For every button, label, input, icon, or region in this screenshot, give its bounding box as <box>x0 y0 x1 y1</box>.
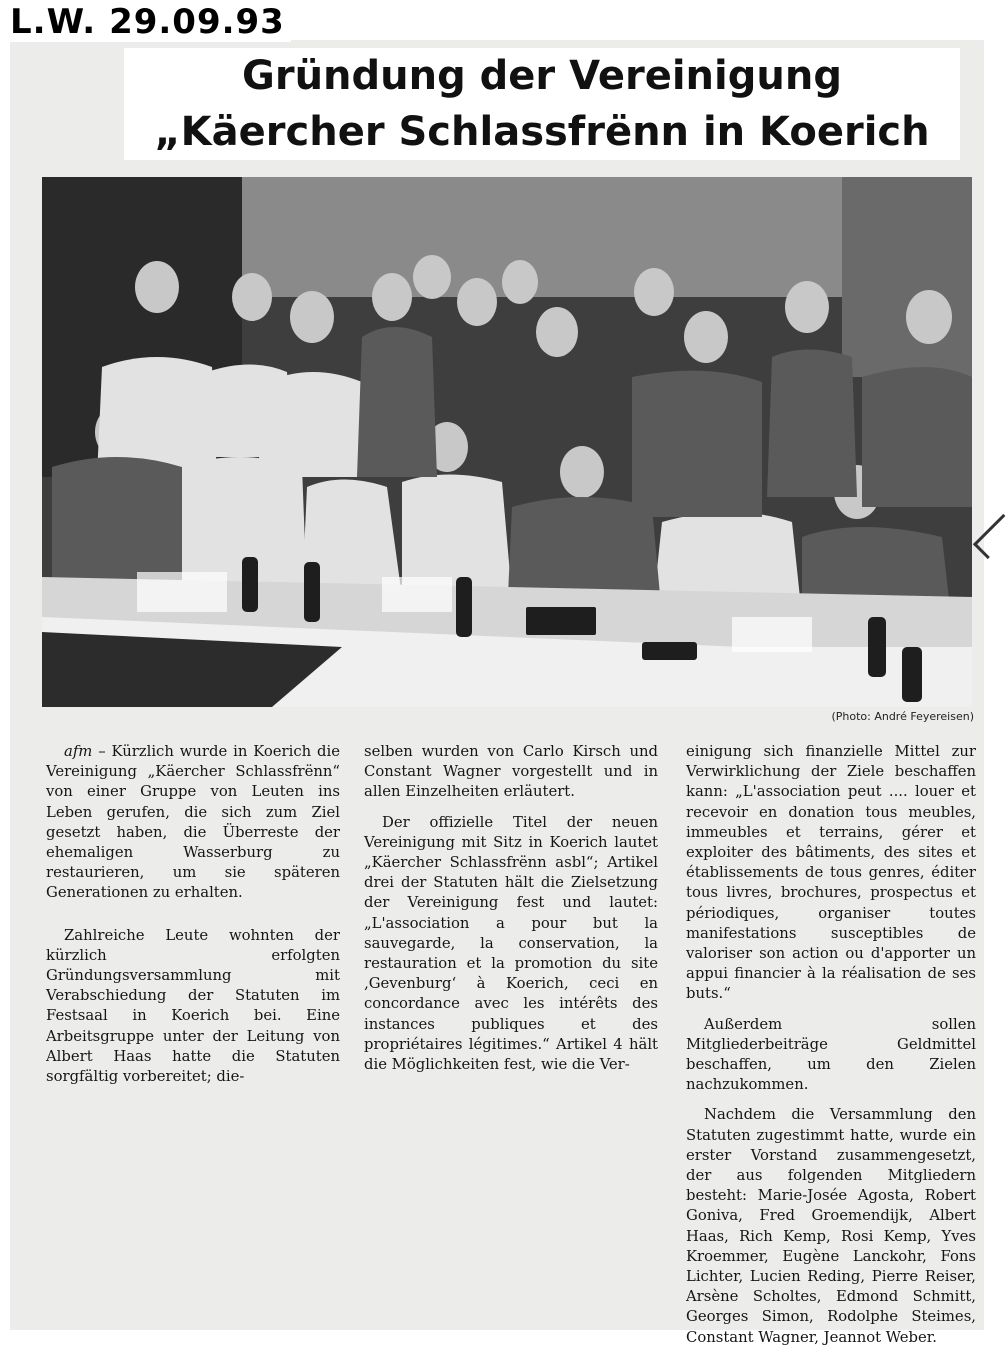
publication-date: L.W. 29.09.93 <box>10 2 291 42</box>
article-paragraph: Nachdem die Versammlung den Statuten zugestimmt hatte, wurde ein erster Vorstand zusammengesetzt, der aus folgenden Mitgliedern besteht: Marie-Josée Agosta, Robert Goniva, Fred Groemendijk, Albert Haas, Rich Kemp, Rosi Kemp, Yves Kroemmer, Eugène Lanckohr, Fons Lichter, Lucien Reding, Pierre Reiser, Arsène Scholtes, Edmond Schmitt, Georges Simon, Rodolphe Steimes, Constant Wagner, Jeannot Weber. <box>686 1106 976 1346</box>
paragraph-text: – Kürzlich wurde in Koerich die Vereinigung „Käercher Schlassfrënn“ von einer Gruppe von Leuten ins Leben gerufen, die sich zum Ziel gesetzt haben, die Überreste der ehemaligen Wasserburg zu restaurieren, um sie späteren Generationen zu erhalten. <box>46 743 340 902</box>
article-paragraph: Außerdem sollen Mitgliederbeiträge Geldmittel beschaffen, um den Zielen nachzukommen. <box>686 1015 976 1094</box>
article-paragraph <box>46 742 340 904</box>
article-paragraph: Der offizielle Titel der neuen Vereinigung mit Sitz in Koerich lautet „Käercher Schlassfrënn asbl“; Artikel drei der Statuten hält die Zielsetzung der Vereinigung fest und lautet: „L'association a pour but la sauvegarde, la conservation, la restauration et la promotion du site ‚Gevenburg‘ à Koerich, ceci en concordance avec les intérêts des instances publiques et des propriétaires légitimes.“ Artikel 4 hält die Möglichkeiten fest, wie die Ver- <box>364 813 658 1074</box>
article-paragraph: Zahlreiche Leute wohnten der kürzlich erfolgten Gründungsversammlung mit Verabschiedung der Statuten im Festsaal in Koerich bei. Eine Arbeitsgruppe unter der Leitung von Albert Haas hatte die Statuten sorgfältig vorbereitet; die- <box>46 926 340 1086</box>
group-photo <box>42 177 972 707</box>
headline-line-2: „Käercher Schlassfrënn in Koerich <box>154 109 930 155</box>
author-abbreviation: afm <box>64 743 93 760</box>
article-paragraph: einigung sich finanzielle Mittel zur Verwirklichung der Ziele beschaffen kann: „L'association peut .... louer et recevoir en donation tous meubles, immeubles et terrains, gérer et exploiter des bâtiments, des sites et établissements de tous genres, éditer tous livres, brochures, prospectus et périodiques, organiser toutes manifestations susceptibles de valoriser son action ou d'apporter un appui financier à la réalisation de ses buts.“ <box>686 743 976 1003</box>
article-paragraph: selben wurden von Carlo Kirsch und Constant Wagner vorgestellt und in allen Einzelheiten erläutert. <box>364 743 658 801</box>
headline-line-1: Gründung der Vereinigung <box>242 53 842 99</box>
photo-credit: (Photo: André Feyereisen) <box>831 710 974 723</box>
article-column-3 <box>686 742 976 1358</box>
article-column-2 <box>364 742 658 1085</box>
article-column-1 <box>46 742 340 1097</box>
headline <box>124 48 960 160</box>
